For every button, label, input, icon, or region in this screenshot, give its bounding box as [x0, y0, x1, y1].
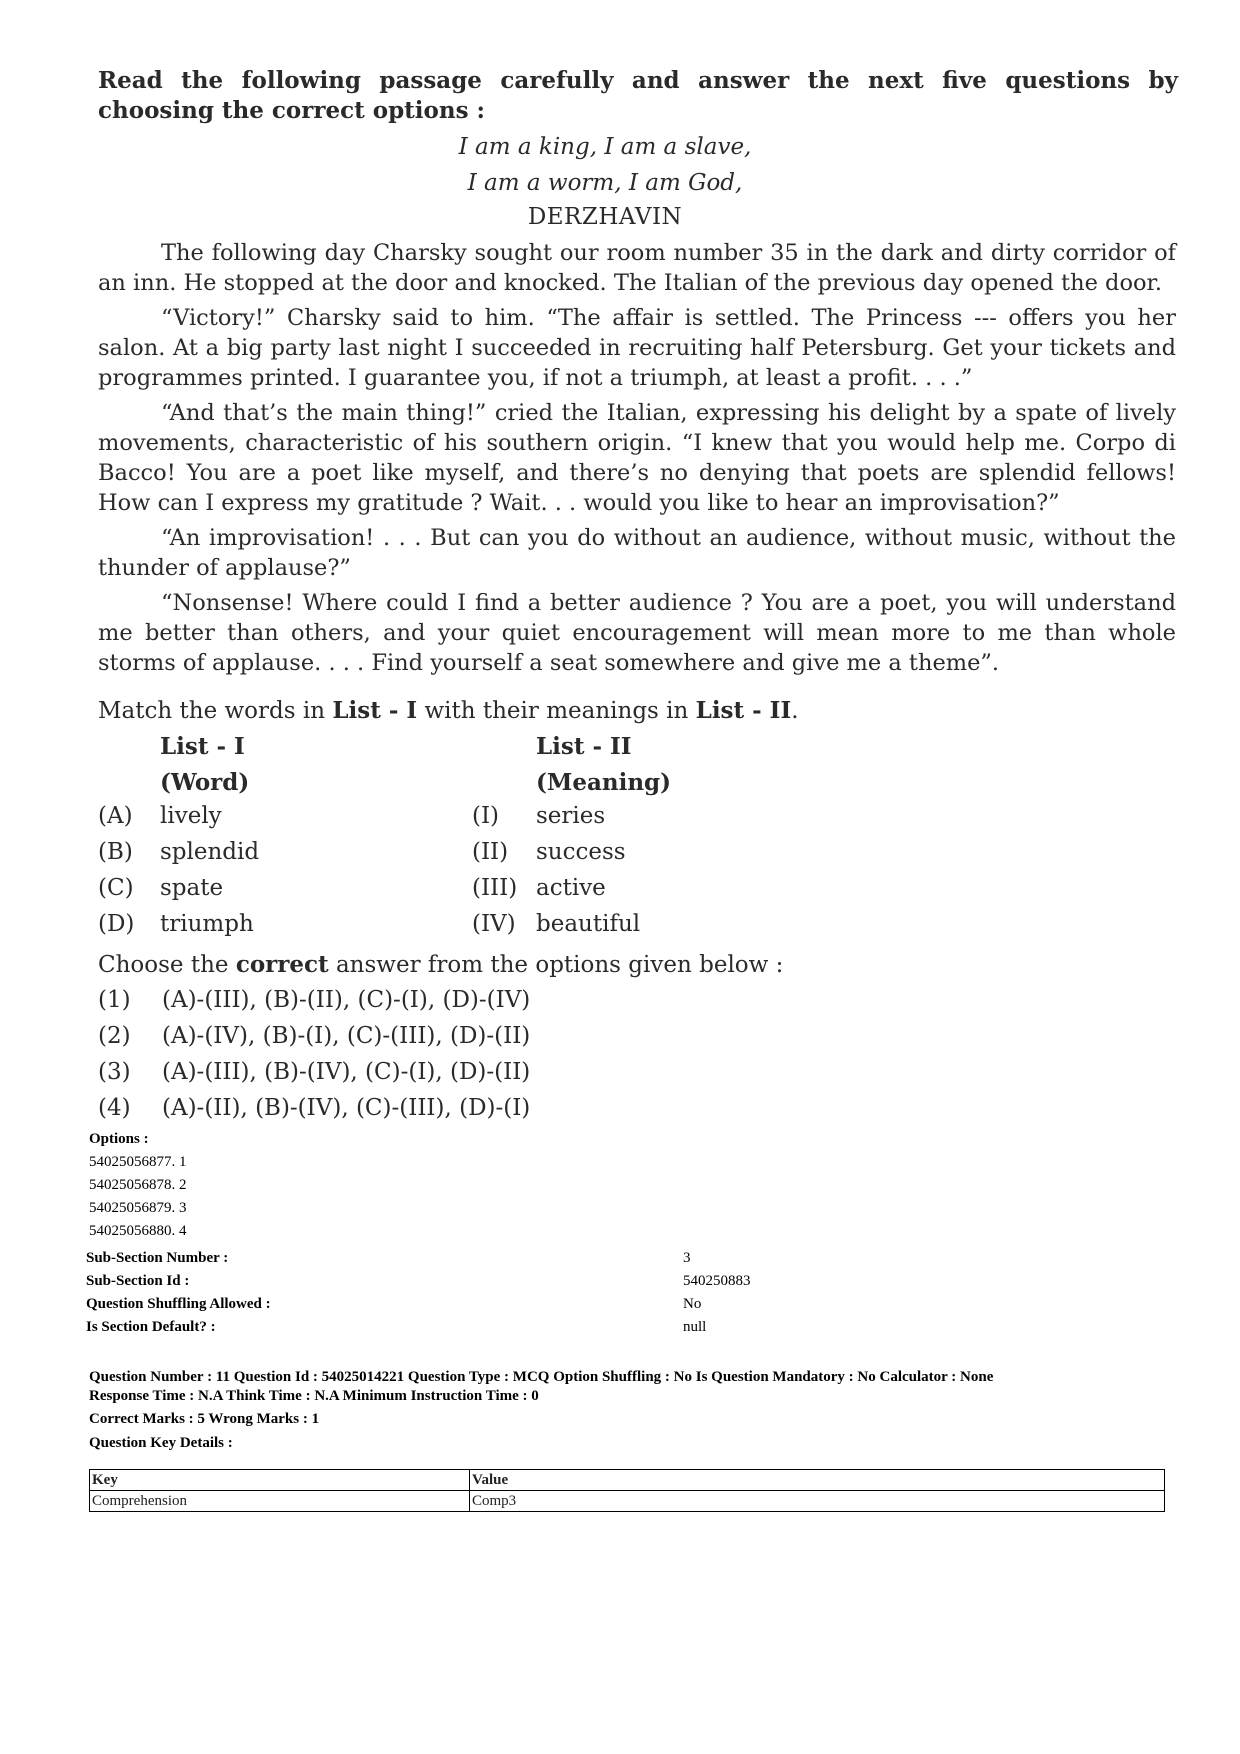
passage-paragraph: “Victory!” Charsky said to him. “The affair is settled. The Princess --- offers you her salon. At a big party last night I succeeded in recruiting half Petersburg. Get your tickets and programmes printed. I guarantee you, if not a triumph, at least a profit. . . .” [98, 305, 1176, 391]
table-row [90, 1491, 1165, 1512]
subsection-number-label: Sub-Section Number : [86, 1250, 229, 1266]
answer-option[interactable] [98, 987, 530, 1013]
answer-option-text: (A)-(IV), (B)-(I), (C)-(III), (D)-(II) [162, 1023, 531, 1049]
list1-label: (D) [98, 911, 135, 937]
list2-label: (III) [472, 875, 518, 901]
list2-title: List - II [536, 733, 632, 760]
table-cell-key: Comprehension [90, 1491, 470, 1512]
question-list2: List - II [695, 697, 792, 724]
answer-option-number: (3) [98, 1059, 131, 1085]
list2-label: (IV) [472, 911, 516, 937]
answer-option-text: (A)-(III), (B)-(II), (C)-(I), (D)-(IV) [162, 987, 531, 1013]
table-header-row [90, 1470, 1165, 1491]
question-mid: with their meanings in [417, 698, 696, 724]
option-id: 54025056880. 4 [89, 1223, 187, 1239]
answer-option-text: (A)-(II), (B)-(IV), (C)-(III), (D)-(I) [162, 1095, 531, 1121]
question-meta-line-2: Response Time : N.A Think Time : N.A Minimum Instruction Time : 0 [89, 1388, 539, 1404]
option-id: 54025056877. 1 [89, 1154, 187, 1170]
answer-option-number: (2) [98, 1023, 131, 1049]
answer-option-text: (A)-(III), (B)-(IV), (C)-(I), (D)-(II) [162, 1059, 531, 1085]
list1-label: (B) [98, 839, 133, 865]
list1-word: spate [160, 875, 224, 901]
subsection-number-value: 3 [683, 1250, 691, 1266]
list1-subtitle: (Word) [160, 769, 250, 796]
list2-meaning: beautiful [536, 911, 641, 937]
answer-option[interactable] [98, 1059, 530, 1085]
choose-suffix: answer from the options given below : [328, 952, 784, 978]
list2-label: (I) [472, 803, 500, 829]
list2-subtitle: (Meaning) [536, 769, 672, 796]
list1-label: (C) [98, 875, 134, 901]
choose-bold: correct [235, 951, 329, 978]
passage-paragraph: The following day Charsky sought our room number 35 in the dark and dirty corridor of an inn. He stopped at the door and knocked. The Italian of the previous day opened the door. [98, 240, 1176, 296]
table-header-key: Key [90, 1470, 470, 1491]
list1-label: (A) [98, 803, 133, 829]
subsection-id-value: 540250883 [683, 1273, 751, 1289]
passage-paragraph: “Nonsense! Where could I find a better audience ? You are a poet, you will understand me better than others, and your quiet encouragement will mean more to me than whole storms of applause. . . . Find yourself a seat somewhere and give me a theme”. [98, 590, 1176, 676]
passage-instruction: Read the following passage carefully and answer the next five questions by choosing the correct options : [98, 67, 1178, 124]
options-header: Options : [89, 1131, 149, 1147]
passage-paragraph: “And that’s the main thing!” cried the Italian, expressing his delight by a spate of lively movements, characteristic of his southern origin. “I knew that you would help me. Corpo di Bacco! You are a poet like myself, and there’s no denying that poets are splendid fellows! How can I express my gratitude ? Wait. . . would you like to hear an improvisation?” [98, 400, 1176, 516]
table-cell-value: Comp3 [470, 1491, 1165, 1512]
epigraph-line-2: I am a worm, I am God, [467, 170, 743, 196]
list1-word: triumph [160, 911, 254, 937]
answer-option[interactable] [98, 1095, 530, 1121]
shuffling-allowed-label: Question Shuffling Allowed : [86, 1296, 271, 1312]
option-id: 54025056878. 2 [89, 1177, 187, 1193]
marks-line: Correct Marks : 5 Wrong Marks : 1 [89, 1411, 320, 1427]
list2-meaning: success [536, 839, 626, 865]
question-prefix: Match the words in [98, 698, 333, 724]
list2-label: (II) [472, 839, 509, 865]
key-details-title: Question Key Details : [89, 1435, 233, 1451]
shuffling-allowed-value: No [683, 1296, 702, 1312]
match-question [98, 697, 799, 724]
section-default-label: Is Section Default? : [86, 1319, 216, 1335]
passage-text [98, 238, 1176, 683]
choose-instruction [98, 951, 783, 978]
question-meta-line-1: Question Number : 11 Question Id : 54025014221 Question Type : MCQ Option Shuffling : No Is Question Mandatory : No Calculator : None [89, 1369, 994, 1385]
list1-word: lively [160, 803, 222, 829]
choose-prefix: Choose the [98, 952, 236, 978]
epigraph-line-1: I am a king, I am a slave, [458, 134, 752, 160]
section-default-value: null [683, 1319, 707, 1335]
list1-word: splendid [160, 839, 260, 865]
epigraph-author: DERZHAVIN [527, 204, 683, 230]
list1-title: List - I [160, 733, 245, 760]
list2-meaning: series [536, 803, 606, 829]
subsection-id-label: Sub-Section Id : [86, 1273, 190, 1289]
option-id: 54025056879. 3 [89, 1200, 187, 1216]
question-list1: List - I [332, 697, 418, 724]
answer-option-number: (1) [98, 987, 131, 1013]
answer-option-number: (4) [98, 1095, 131, 1121]
table-header-value: Value [470, 1470, 1165, 1491]
passage-paragraph: “An improvisation! . . . But can you do without an audience, without music, without the thunder of applause?” [98, 525, 1176, 581]
list2-meaning: active [536, 875, 606, 901]
answer-option[interactable] [98, 1023, 530, 1049]
question-end: . [791, 698, 799, 724]
key-details-table [89, 1469, 1165, 1512]
